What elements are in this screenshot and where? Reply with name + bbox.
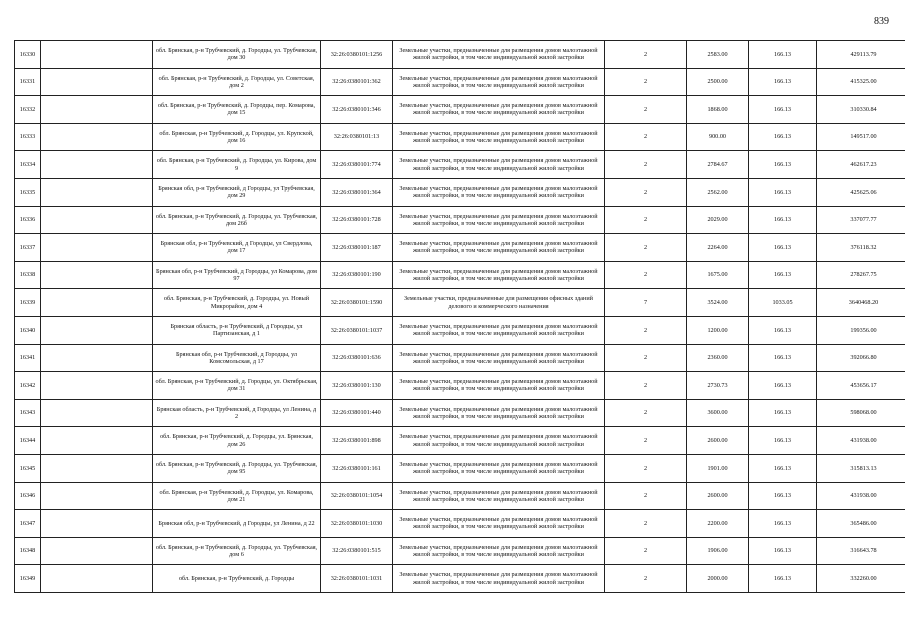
empty-cell <box>41 68 153 96</box>
cadastral-number-cell: 32:26:0380101:1054 <box>321 482 393 510</box>
table-row <box>15 510 905 538</box>
land-use-cell: Земельные участки, предназначенные для размещения домов малоэтажной жилой застройки, в том числе индивидуальной жилой застройки <box>393 427 605 455</box>
group-cell: 2 <box>605 123 687 151</box>
specific-value-cell: 166.13 <box>749 261 817 289</box>
area-cell: 900.00 <box>687 123 749 151</box>
table-row <box>15 482 905 510</box>
row-number-cell: 16339 <box>15 289 41 317</box>
empty-cell <box>41 178 153 206</box>
empty-cell <box>41 261 153 289</box>
address-cell: Брянская обл, р-н Трубчевский, д Городцы, ул Ленина, д 22 <box>153 510 321 538</box>
address-cell: обл. Брянская, р-н Трубчевский, д. Городцы, ул. Трубчевская, дом 26б <box>153 206 321 234</box>
group-cell: 2 <box>605 565 687 593</box>
address-cell: Брянская обл, р-н Трубчевский, д Городцы, ул Комарова, дом 97 <box>153 261 321 289</box>
cadastral-number-cell: 32:26:0380101:1037 <box>321 316 393 344</box>
row-number-cell: 16335 <box>15 178 41 206</box>
specific-value-cell: 166.13 <box>749 510 817 538</box>
group-cell: 2 <box>605 96 687 124</box>
address-cell: обл. Брянская, р-н Трубчевский, д. Городцы, пер. Комарова, дом 15 <box>153 96 321 124</box>
table-row <box>15 178 905 206</box>
empty-cell <box>41 372 153 400</box>
land-use-cell: Земельные участки, предназначенные для размещения домов малоэтажной жилой застройки, в том числе индивидуальной жилой застройки <box>393 399 605 427</box>
land-use-cell: Земельные участки, предназначенные для размещения домов малоэтажной жилой застройки, в том числе индивидуальной жилой застройки <box>393 316 605 344</box>
cadastral-value-cell: 149517.00 <box>817 123 905 151</box>
empty-cell <box>41 96 153 124</box>
cadastral-number-cell: 32:26:0380101:346 <box>321 96 393 124</box>
table-row <box>15 96 905 124</box>
cadastral-value-cell: 429113.79 <box>817 41 905 69</box>
address-cell: обл. Брянская, р-н Трубчевский, д. Городцы, ул. Комарова, дом 21 <box>153 482 321 510</box>
cadastral-value-cell: 453656.17 <box>817 372 905 400</box>
cadastral-number-cell: 32:26:0380101:1256 <box>321 41 393 69</box>
empty-cell <box>41 454 153 482</box>
land-use-cell: Земельные участки, предназначенные для размещения домов малоэтажной жилой застройки, в том числе индивидуальной жилой застройки <box>393 234 605 262</box>
cadastral-number-cell: 32:26:0380101:13 <box>321 123 393 151</box>
empty-cell <box>41 206 153 234</box>
area-cell: 1901.00 <box>687 454 749 482</box>
specific-value-cell: 166.13 <box>749 41 817 69</box>
address-cell: Брянская область, р-н Трубчевский, д Городцы, ул Ленина, д 2 <box>153 399 321 427</box>
specific-value-cell: 166.13 <box>749 123 817 151</box>
area-cell: 2784.67 <box>687 151 749 179</box>
land-use-cell: Земельные участки, предназначенные для размещения домов малоэтажной жилой застройки, в том числе индивидуальной жилой застройки <box>393 151 605 179</box>
empty-cell <box>41 344 153 372</box>
land-use-cell: Земельные участки, предназначенные для размещения офисных зданий делового и коммерческого назначения <box>393 289 605 317</box>
specific-value-cell: 166.13 <box>749 454 817 482</box>
area-cell: 2562.00 <box>687 178 749 206</box>
cadastral-number-cell: 32:26:0380101:130 <box>321 372 393 400</box>
table-row <box>15 399 905 427</box>
table-row <box>15 206 905 234</box>
area-cell: 2600.00 <box>687 427 749 455</box>
cadastral-number-cell: 32:26:0380101:728 <box>321 206 393 234</box>
area-cell: 2500.00 <box>687 68 749 96</box>
cadastral-number-cell: 32:26:0380101:364 <box>321 178 393 206</box>
table-row <box>15 427 905 455</box>
land-use-cell: Земельные участки, предназначенные для размещения домов малоэтажной жилой застройки, в том числе индивидуальной жилой застройки <box>393 537 605 565</box>
row-number-cell: 16340 <box>15 316 41 344</box>
table-row <box>15 316 905 344</box>
group-cell: 2 <box>605 261 687 289</box>
address-cell: обл. Брянская, р-н Трубчевский, д. Городцы, ул. Советская, дом 2 <box>153 68 321 96</box>
row-number-cell: 16347 <box>15 510 41 538</box>
cadastral-number-cell: 32:26:0380101:161 <box>321 454 393 482</box>
specific-value-cell: 166.13 <box>749 234 817 262</box>
group-cell: 7 <box>605 289 687 317</box>
cadastral-value-cell: 315813.13 <box>817 454 905 482</box>
cadastral-number-cell: 32:26:0380101:362 <box>321 68 393 96</box>
land-use-cell: Земельные участки, предназначенные для размещения домов малоэтажной жилой застройки, в том числе индивидуальной жилой застройки <box>393 68 605 96</box>
empty-cell <box>41 537 153 565</box>
table-row <box>15 234 905 262</box>
cadastral-number-cell: 32:26:0380101:515 <box>321 537 393 565</box>
group-cell: 2 <box>605 372 687 400</box>
group-cell: 2 <box>605 482 687 510</box>
address-cell: обл. Брянская, р-н Трубчевский, д. Городцы <box>153 565 321 593</box>
cadastral-value-cell: 598068.00 <box>817 399 905 427</box>
empty-cell <box>41 151 153 179</box>
empty-cell <box>41 427 153 455</box>
land-use-cell: Земельные участки, предназначенные для размещения домов малоэтажной жилой застройки, в том числе индивидуальной жилой застройки <box>393 178 605 206</box>
specific-value-cell: 166.13 <box>749 372 817 400</box>
empty-cell <box>41 482 153 510</box>
specific-value-cell: 166.13 <box>749 399 817 427</box>
cadastral-number-cell: 32:26:0380101:1030 <box>321 510 393 538</box>
row-number-cell: 16332 <box>15 96 41 124</box>
area-cell: 1200.00 <box>687 316 749 344</box>
land-use-cell: Земельные участки, предназначенные для размещения домов малоэтажной жилой застройки, в том числе индивидуальной жилой застройки <box>393 454 605 482</box>
land-use-cell: Земельные участки, предназначенные для размещения домов малоэтажной жилой застройки, в том числе индивидуальной жилой застройки <box>393 41 605 69</box>
empty-cell <box>41 510 153 538</box>
address-cell: Брянская обл, р-н Трубчевский, д Городцы, ул Свердлова, дом 17 <box>153 234 321 262</box>
row-number-cell: 16337 <box>15 234 41 262</box>
group-cell: 2 <box>605 427 687 455</box>
area-cell: 2200.00 <box>687 510 749 538</box>
address-cell: обл. Брянская, р-н Трубчевский, д. Городцы, ул. Новый Микрорайон, дом 4 <box>153 289 321 317</box>
cadastral-value-cell: 3640468.20 <box>817 289 905 317</box>
group-cell: 2 <box>605 68 687 96</box>
row-number-cell: 16333 <box>15 123 41 151</box>
land-use-cell: Земельные участки, предназначенные для размещения домов малоэтажной жилой застройки, в том числе индивидуальной жилой застройки <box>393 344 605 372</box>
group-cell: 2 <box>605 454 687 482</box>
row-number-cell: 16330 <box>15 41 41 69</box>
area-cell: 3524.00 <box>687 289 749 317</box>
row-number-cell: 16345 <box>15 454 41 482</box>
group-cell: 2 <box>605 510 687 538</box>
empty-cell <box>41 565 153 593</box>
address-cell: обл. Брянская, р-н Трубчевский, д. Городцы, ул. Кирова, дом 9 <box>153 151 321 179</box>
table-row <box>15 261 905 289</box>
group-cell: 2 <box>605 234 687 262</box>
cadastral-value-cell: 376118.32 <box>817 234 905 262</box>
cadastral-value-cell: 337077.77 <box>817 206 905 234</box>
empty-cell <box>41 399 153 427</box>
area-cell: 1906.00 <box>687 537 749 565</box>
land-use-cell: Земельные участки, предназначенные для размещения домов малоэтажной жилой застройки, в том числе индивидуальной жилой застройки <box>393 510 605 538</box>
table-row <box>15 454 905 482</box>
area-cell: 3600.00 <box>687 399 749 427</box>
area-cell: 2600.00 <box>687 482 749 510</box>
cadastral-number-cell: 32:26:0380101:774 <box>321 151 393 179</box>
area-cell: 1868.00 <box>687 96 749 124</box>
row-number-cell: 16349 <box>15 565 41 593</box>
row-number-cell: 16346 <box>15 482 41 510</box>
table-row <box>15 123 905 151</box>
area-cell: 2730.73 <box>687 372 749 400</box>
area-cell: 2583.00 <box>687 41 749 69</box>
cadastral-value-cell: 332260.00 <box>817 565 905 593</box>
area-cell: 2029.00 <box>687 206 749 234</box>
address-cell: Брянская обл, р-н Трубчевский, д Городцы, ул Трубчевская, дом 29 <box>153 178 321 206</box>
cadastral-number-cell: 32:26:0380101:187 <box>321 234 393 262</box>
land-use-cell: Земельные участки, предназначенные для размещения домов малоэтажной жилой застройки, в том числе индивидуальной жилой застройки <box>393 482 605 510</box>
address-cell: Брянская обл, р-н Трубчевский, д Городцы, ул Комсомольская, д 17 <box>153 344 321 372</box>
cadastral-value-cell: 199356.00 <box>817 316 905 344</box>
specific-value-cell: 166.13 <box>749 565 817 593</box>
cadastral-value-cell: 392066.80 <box>817 344 905 372</box>
table-row <box>15 372 905 400</box>
group-cell: 2 <box>605 178 687 206</box>
area-cell: 2000.00 <box>687 565 749 593</box>
cadastral-value-cell: 415325.00 <box>817 68 905 96</box>
cadastral-value-cell: 365486.00 <box>817 510 905 538</box>
land-use-cell: Земельные участки, предназначенные для размещения домов малоэтажной жилой застройки, в том числе индивидуальной жилой застройки <box>393 372 605 400</box>
row-number-cell: 16338 <box>15 261 41 289</box>
table-row <box>15 289 905 317</box>
land-use-cell: Земельные участки, предназначенные для размещения домов малоэтажной жилой застройки, в том числе индивидуальной жилой застройки <box>393 123 605 151</box>
cadastral-number-cell: 32:26:0380101:636 <box>321 344 393 372</box>
cadastral-number-cell: 32:26:0380101:440 <box>321 399 393 427</box>
group-cell: 2 <box>605 399 687 427</box>
row-number-cell: 16344 <box>15 427 41 455</box>
area-cell: 1675.00 <box>687 261 749 289</box>
cadastral-number-cell: 32:26:0380101:1031 <box>321 565 393 593</box>
row-number-cell: 16341 <box>15 344 41 372</box>
specific-value-cell: 166.13 <box>749 68 817 96</box>
address-cell: обл. Брянская, р-н Трубчевский, д. Городцы, ул. Октябрьская, дом 31 <box>153 372 321 400</box>
area-cell: 2360.00 <box>687 344 749 372</box>
address-cell: обл. Брянская, р-н Трубчевский, д. Городцы, ул. Трубчевская, дом 95 <box>153 454 321 482</box>
cadastral-value-cell: 425625.06 <box>817 178 905 206</box>
row-number-cell: 16343 <box>15 399 41 427</box>
address-cell: Брянская область, р-н Трубчевский, д Городцы, ул Партизанская, д 1 <box>153 316 321 344</box>
specific-value-cell: 166.13 <box>749 151 817 179</box>
specific-value-cell: 166.13 <box>749 344 817 372</box>
cadastral-value-table <box>14 40 905 593</box>
land-use-cell: Земельные участки, предназначенные для размещения домов малоэтажной жилой застройки, в том числе индивидуальной жилой застройки <box>393 261 605 289</box>
row-number-cell: 16342 <box>15 372 41 400</box>
land-use-cell: Земельные участки, предназначенные для размещения домов малоэтажной жилой застройки, в том числе индивидуальной жилой застройки <box>393 96 605 124</box>
land-use-cell: Земельные участки, предназначенные для размещения домов малоэтажной жилой застройки, в том числе индивидуальной жилой застройки <box>393 565 605 593</box>
group-cell: 2 <box>605 151 687 179</box>
address-cell: обл. Брянская, р-н Трубчевский, д. Городцы, ул. Трубчевская, дом 6 <box>153 537 321 565</box>
table-body <box>15 41 905 593</box>
land-use-cell: Земельные участки, предназначенные для размещения домов малоэтажной жилой застройки, в том числе индивидуальной жилой застройки <box>393 206 605 234</box>
area-cell: 2264.00 <box>687 234 749 262</box>
cadastral-value-cell: 462617.23 <box>817 151 905 179</box>
cadastral-number-cell: 32:26:0380101:1590 <box>321 289 393 317</box>
empty-cell <box>41 41 153 69</box>
specific-value-cell: 166.13 <box>749 96 817 124</box>
table-row <box>15 151 905 179</box>
address-cell: обл. Брянская, р-н Трубчевский, д. Городцы, ул. Брянская, дом 26 <box>153 427 321 455</box>
cadastral-value-cell: 431938.00 <box>817 427 905 455</box>
table-row <box>15 68 905 96</box>
row-number-cell: 16331 <box>15 68 41 96</box>
cadastral-number-cell: 32:26:0380101:190 <box>321 261 393 289</box>
address-cell: обл. Брянская, р-н Трубчевский, д. Городцы, ул. Крупской, дом 16 <box>153 123 321 151</box>
group-cell: 2 <box>605 537 687 565</box>
cadastral-value-cell: 316643.78 <box>817 537 905 565</box>
table-row <box>15 565 905 593</box>
empty-cell <box>41 234 153 262</box>
specific-value-cell: 166.13 <box>749 427 817 455</box>
empty-cell <box>41 289 153 317</box>
cadastral-value-cell: 278267.75 <box>817 261 905 289</box>
specific-value-cell: 1033.05 <box>749 289 817 317</box>
empty-cell <box>41 123 153 151</box>
page-number: 839 <box>874 16 889 27</box>
row-number-cell: 16336 <box>15 206 41 234</box>
specific-value-cell: 166.13 <box>749 206 817 234</box>
group-cell: 2 <box>605 316 687 344</box>
group-cell: 2 <box>605 41 687 69</box>
table-row <box>15 41 905 69</box>
specific-value-cell: 166.13 <box>749 316 817 344</box>
row-number-cell: 16334 <box>15 151 41 179</box>
cadastral-value-cell: 431938.00 <box>817 482 905 510</box>
row-number-cell: 16348 <box>15 537 41 565</box>
specific-value-cell: 166.13 <box>749 537 817 565</box>
empty-cell <box>41 316 153 344</box>
group-cell: 2 <box>605 206 687 234</box>
table-row <box>15 537 905 565</box>
address-cell: обл. Брянская, р-н Трубчевский, д. Городцы, ул. Трубчевская, дом 30 <box>153 41 321 69</box>
table-row <box>15 344 905 372</box>
cadastral-number-cell: 32:26:0380101:898 <box>321 427 393 455</box>
specific-value-cell: 166.13 <box>749 178 817 206</box>
cadastral-value-cell: 310330.84 <box>817 96 905 124</box>
group-cell: 2 <box>605 344 687 372</box>
specific-value-cell: 166.13 <box>749 482 817 510</box>
